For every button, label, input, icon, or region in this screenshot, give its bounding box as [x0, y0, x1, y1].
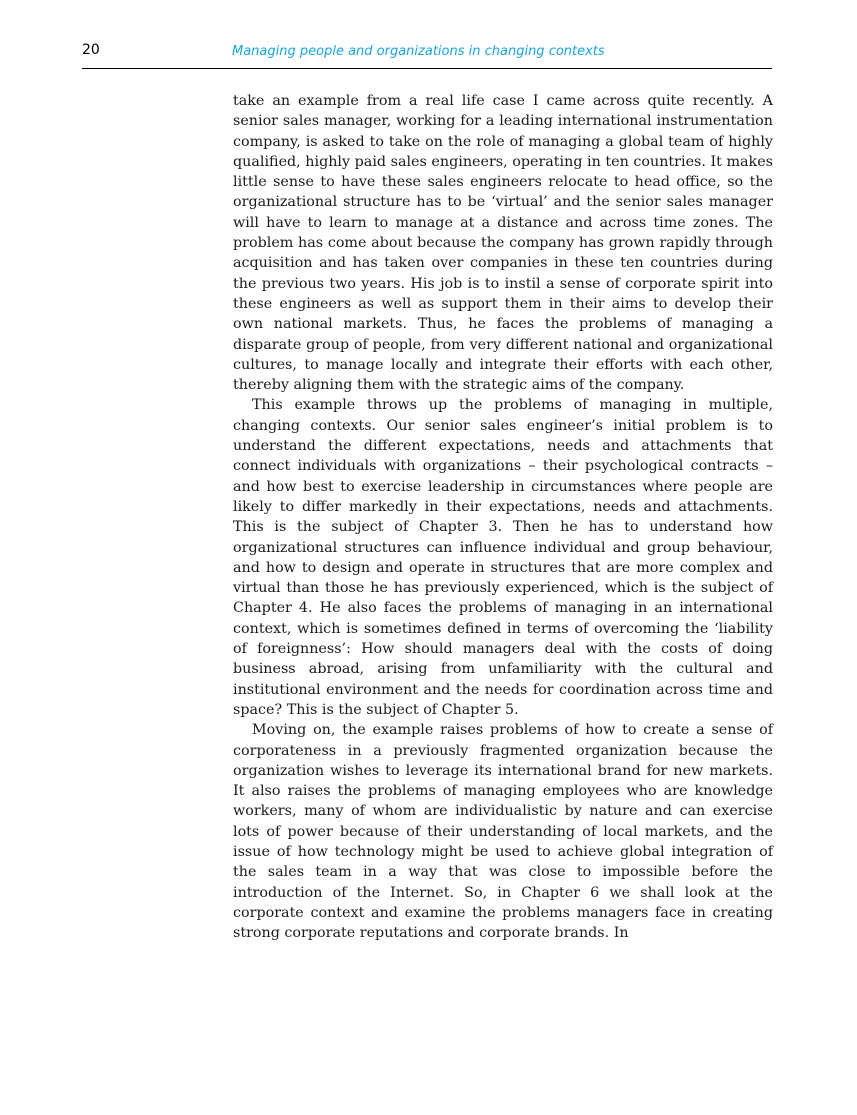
paragraph-1: take an example from a real life case I came across quite recently. A senior sales manager, working for a leading international instrumentation company, is asked to take on the role of managing a global team of highly qualified, highly paid sales engineers, operating in ten countries. It makes little sense to have these sales engineers relocate to head office, so the organizational structure has to be ‘virtual’ and the senior sales manager will have to learn to manage at a distance and across time zones. The problem has come about because the company has grown rapidly through acquisition and has taken over companies in these ten countries during the previous two years. His job is to instil a sense of corporate spirit into these engineers as well as support them in their aims to develop their own national markets. Thus, he faces the problems of managing a disparate group of people, from very different national and organizational cultures, to manage locally and integrate their efforts with each other, thereby aligning them with the strategic aims of the company.: [233, 93, 773, 394]
page-number: 20: [82, 42, 100, 58]
header-rule: [82, 68, 772, 69]
running-title: Managing people and organizations in changing contexts: [232, 44, 605, 59]
paragraph-2: This example throws up the problems of managing in multiple, changing contexts. Our senior sales engineer’s initial problem is to understand the different expectations, needs and attachments that connect individuals with organizations – their psychological contracts – and how best to exercise leadership in circumstances where people are likely to differ markedly in their expectations, needs and attachments. This is the subject of Chapter 3. Then he has to understand how organizational structures can influence individual and group behaviour, and how to design and operate in structures that are more complex and virtual than those he has previously experienced, which is the subject of Chapter 4. He also faces the problems of managing in an international context, which is sometimes defined in terms of overcoming the ‘liability of foreignness’: How should managers deal with the costs of doing business abroad, arising from unfamiliarity with the cultural and institutional environment and the needs for coordination across time and space? This is the subject of Chapter 5.: [233, 397, 773, 718]
page-header: [82, 40, 772, 70]
paragraph-3: Moving on, the example raises problems of how to create a sense of corporateness in a previously fragmented organization because the organization wishes to leverage its international brand for new markets. It also raises the problems of managing employees who are knowledge workers, many of whom are individualistic by nature and can exercise lots of power because of their understanding of local markets, and the issue of how technology might be used to achieve global integration of the sales team in a way that was close to impossible before the introduction of the Internet. So, in Chapter 6 we shall look at the corporate context and examine the problems managers face in creating strong corporate reputations and corporate brands. In: [233, 722, 773, 942]
body-text: [233, 91, 773, 943]
